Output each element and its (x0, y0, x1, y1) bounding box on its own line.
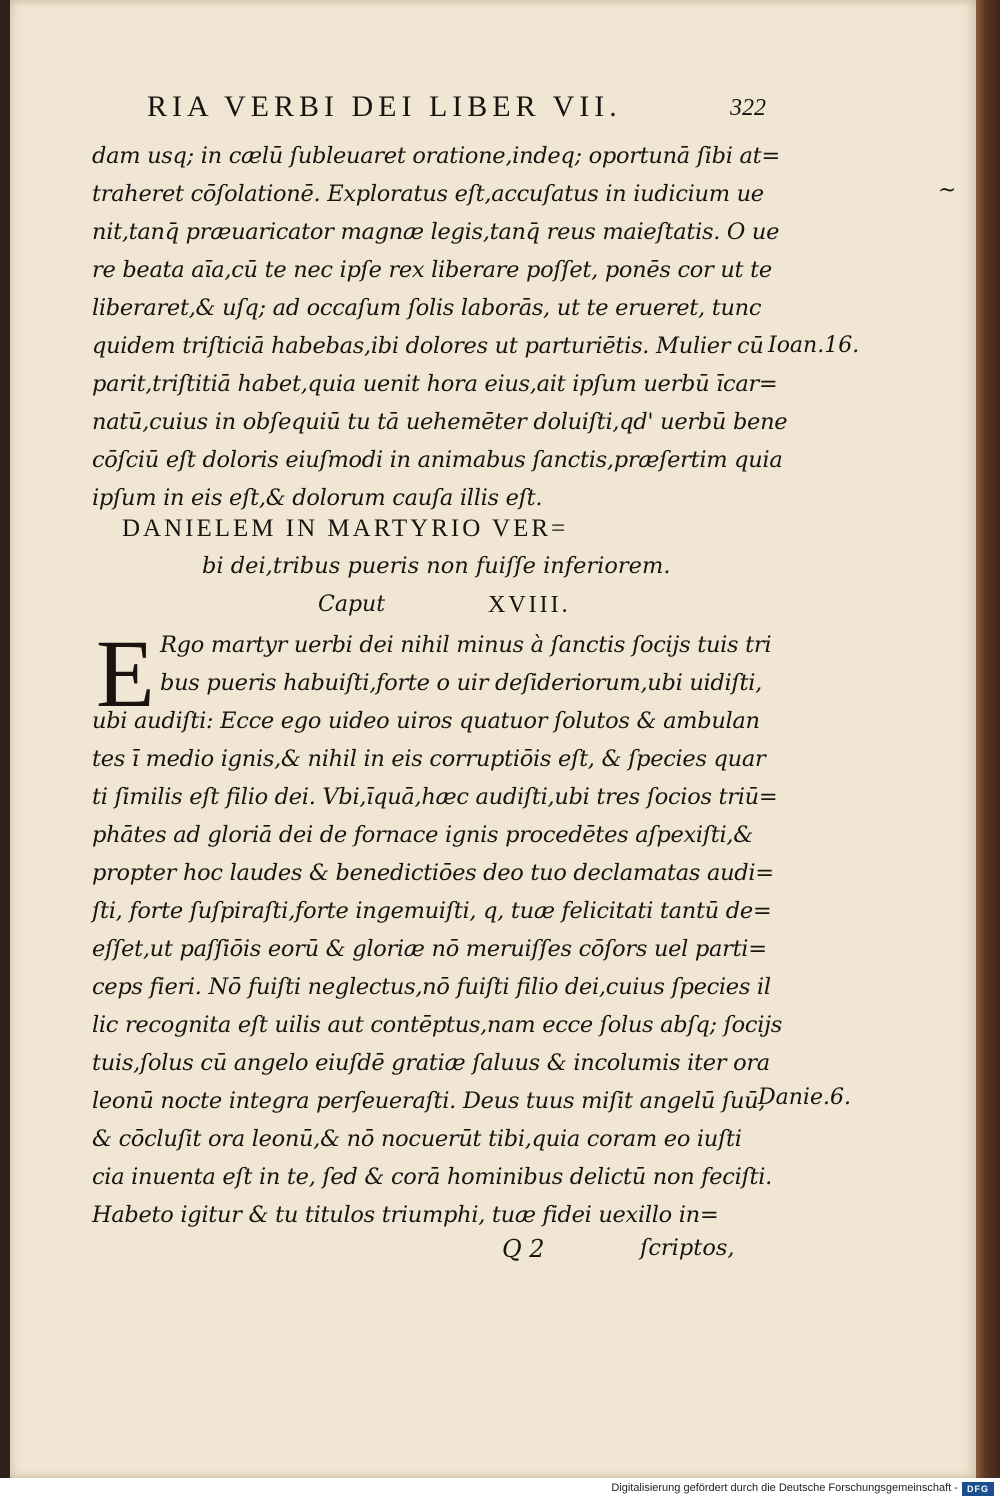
text-line: ipſum in eis eſt,& dolorum cauſa illis eſt. (92, 485, 543, 511)
text-line: ubi audiſti: Ecce ego uideo uiros quatuor ſolutos & ambulan (92, 708, 760, 734)
book-page (10, 0, 978, 1478)
dfg-logo-icon: DFG (962, 1482, 994, 1496)
text-line: re beata aīa,cū te nec ipſe rex liberare poſſet, ponēs cor ut te (92, 257, 772, 283)
text-line: ti ſimilis eſt filio dei. Vbi,īquā,hæc audiſti,ubi tres ſocios triū= (92, 784, 778, 810)
text-line: phātes ad gloriā dei de fornace ignis procedētes aſpexiſti,& (92, 822, 754, 848)
marginal-note-ioan: Ioan.16. (768, 333, 860, 358)
text-line: Habeto igitur & tu titulos triumphi, tuæ fidei uexillo in= (92, 1202, 719, 1228)
text-line: leonū nocte integra perſeueraſti. Deus tuus miſit angelū ſuū, (92, 1088, 766, 1114)
running-head: RIA VERBI DEI LIBER VII. (147, 90, 622, 123)
text-line: natū,cuius in obſequiū tu tā uehemēter doluiſti,qd' uerbū bene (92, 409, 788, 435)
signature-mark: Q 2 (502, 1235, 545, 1263)
text-line: bus pueris habuiſti,forte o uir deſideriorum,ubi uidiſti, (160, 670, 762, 696)
book-edge (976, 0, 1000, 1478)
text-line: ſti, forte ſuſpiraſti,forte ingemuiſti, q, tuæ felicitati tantū de= (92, 898, 772, 924)
catchword: ſcriptos, (640, 1235, 735, 1261)
marginal-note-danie: Danie.6. (758, 1085, 851, 1110)
footer-credit: Digitalisierung gefördert durch die Deutsche Forschungsgemeinschaft - (611, 1482, 958, 1494)
chapter-subheading: bi dei,tribus pueris non fuiſſe inferiorem. (202, 553, 671, 579)
text-line: ceps fieri. Nō fuiſti neglectus,nō fuiſti filio dei,cuius ſpecies il (92, 974, 771, 1000)
text-line: tes ī medio ignis,& nihil in eis corruptiōis eſt, & ſpecies quar (92, 746, 766, 772)
folio-number: 322 (730, 95, 766, 121)
text-line: Rgo martyr uerbi dei nihil minus à ſanctis ſocijs tuis tri (160, 632, 772, 658)
text-line: dam usq; in cælū ſubleuaret oratione,indeq; oportunā ſibi at= (92, 143, 780, 169)
text-line: cia inuenta eſt in te, ſed & corā hominibus delictū non feciſti. (92, 1164, 773, 1190)
text-line: nit,tanq̄ præuaricator magnæ legis,tanq̄ reus maieſtatis. O ue (92, 219, 780, 245)
drop-capital: E (96, 620, 155, 727)
text-line: traheret cōſolationē. Exploratus eſt,accuſatus in iudicium ue (92, 181, 764, 207)
caput-number: XVIII. (488, 592, 571, 618)
text-line: propter hoc laudes & benedictiōes deo tuo declamatas audi= (92, 860, 774, 886)
text-line: eſſet,ut paſſiōis eorū & gloriæ nō meruiſſes cōſors uel parti= (92, 936, 767, 962)
text-line: quidem triſticiā habebas,ibi dolores ut parturiētis. Mulier cū (92, 333, 764, 359)
margin-mark: ~ (938, 178, 957, 203)
caput-label: Caput (318, 592, 386, 617)
text-line: cōſciū eſt doloris eiuſmodi in animabus ſanctis,præſertim quia (92, 447, 783, 473)
text-line: lic recognita eſt uilis aut contēptus,nam ecce ſolus abſq; ſocijs (92, 1012, 783, 1038)
text-line: parit,triſtitiā habet,quia uenit hora eius,ait ipſum uerbū īcar= (92, 371, 778, 397)
chapter-heading: DANIELEM IN MARTYRIO VER= (122, 515, 569, 542)
text-line: & cōcluſit ora leonū,& nō nocuerūt tibi,quia coram eo iuſti (92, 1126, 742, 1152)
text-line: liberaret,& uſq; ad occaſum ſolis laborās, ut te erueret, tunc (92, 295, 762, 321)
text-line: tuis,ſolus cū angelo eiuſdē gratiæ ſaluus & incolumis iter ora (92, 1050, 770, 1076)
footer-bar (0, 1478, 1000, 1501)
